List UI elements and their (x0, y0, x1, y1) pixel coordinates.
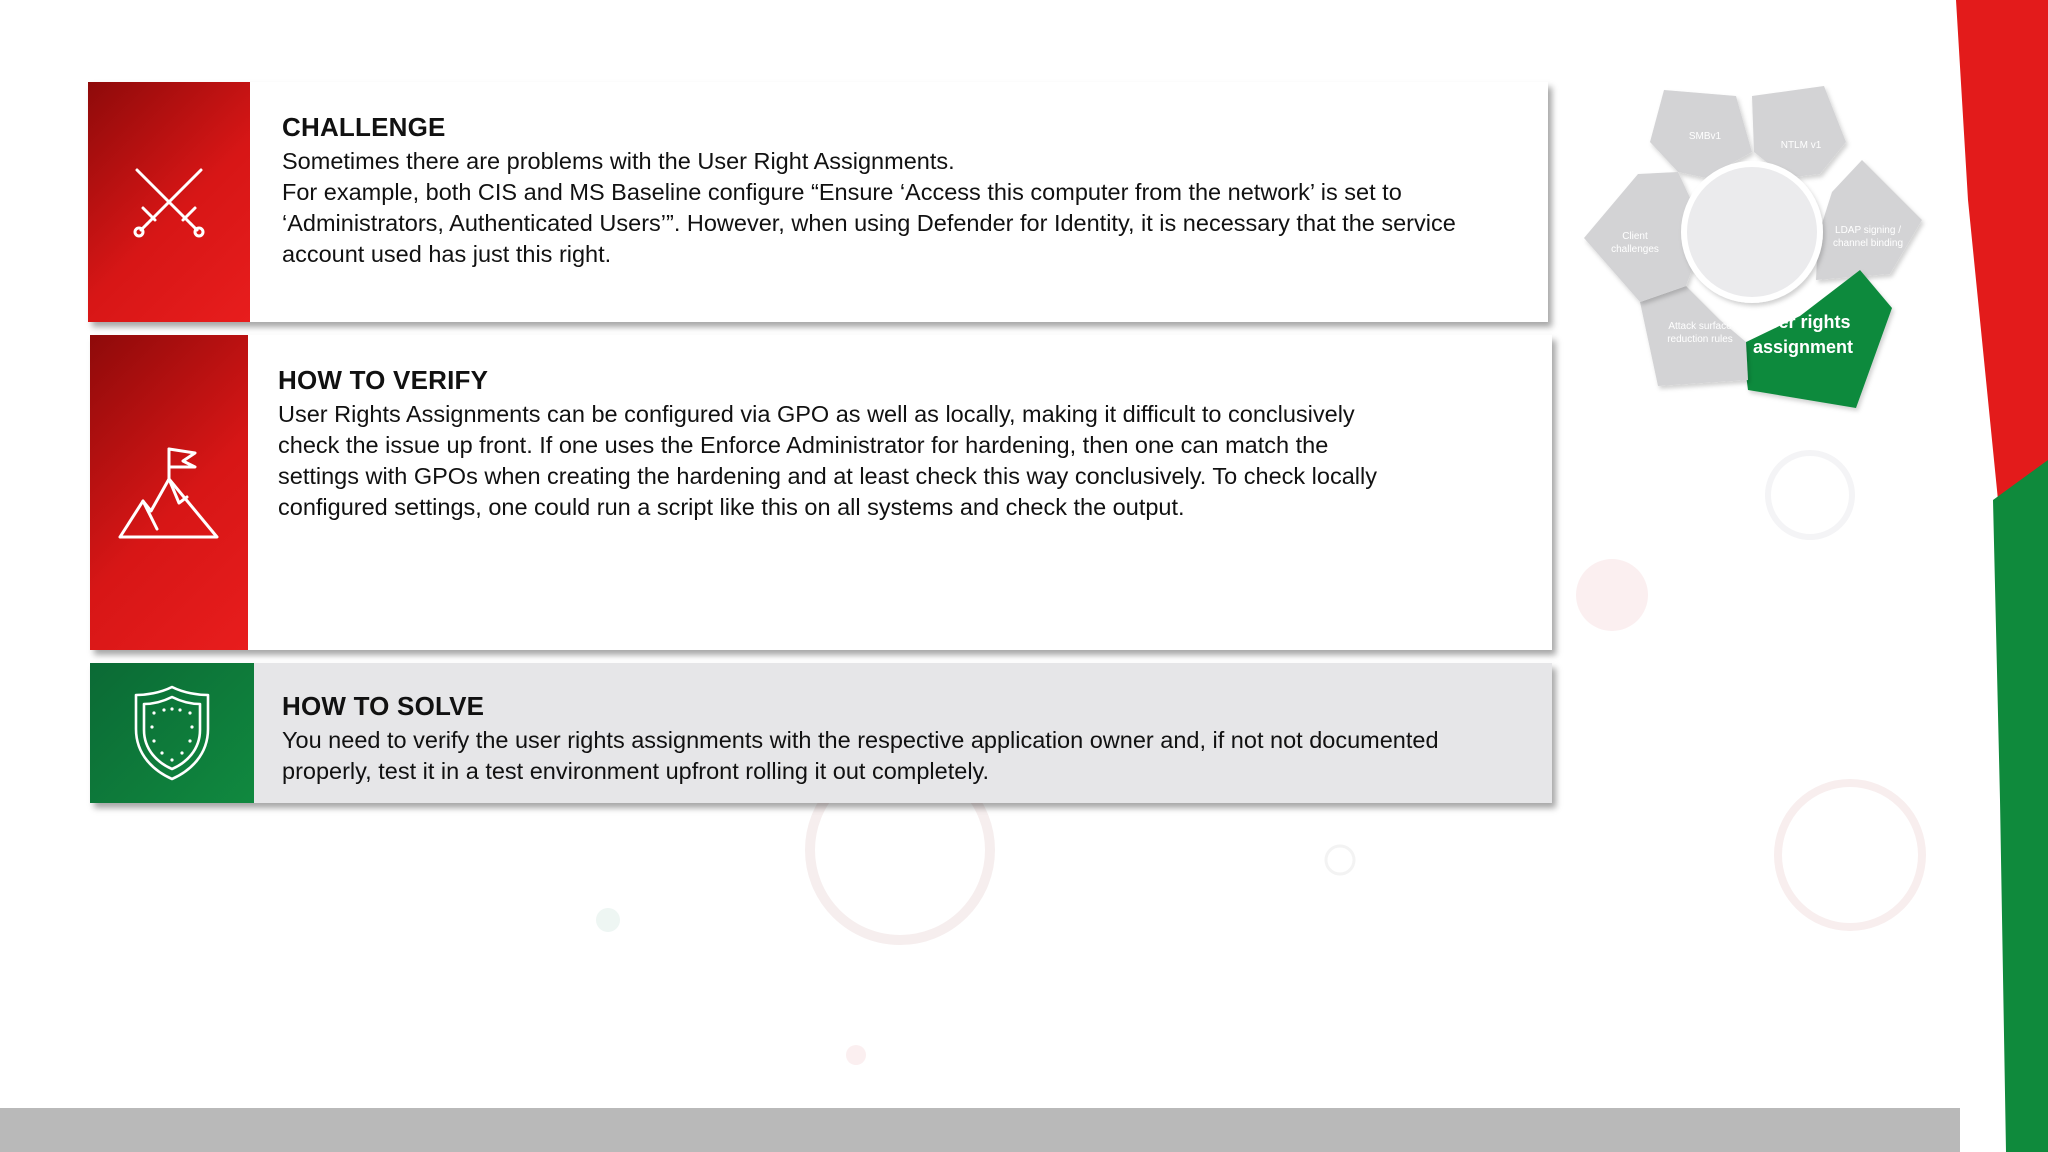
shield-icon (130, 683, 214, 783)
solve-body: You need to verify the user rights assignments with the respective application owner and, if not not documented properly, test it in a test environment upfront rolling it out completely. (282, 727, 1439, 784)
crossed-swords-icon (129, 162, 209, 242)
segment-user-rights-label: User rights assignment (1752, 312, 1854, 357)
segment-smbv1-label: SMBv1 (1688, 131, 1722, 142)
mountain-flag-icon (117, 445, 221, 541)
diagram-center (1684, 164, 1820, 300)
solve-icon-box (90, 663, 254, 803)
segment-asr-label: Attack surface reduction rules (1667, 321, 1733, 345)
segment-ntlm-label: NTLM v1 (1780, 140, 1822, 151)
bottom-bar (0, 1108, 1960, 1152)
verify-title: HOW TO VERIFY (278, 365, 489, 395)
challenge-body: Sometimes there are problems with the User Right Assignments. For example, both CIS and MS Baseline configure “Ensure ‘Access this computer from the network’ is set to ‘Administrators, Authenticated Users’”. However, when using Defender for Identity, it is necessary that the service account used has just this right. (282, 148, 1456, 267)
solve-title: HOW TO SOLVE (282, 691, 485, 721)
verify-icon-box (90, 335, 248, 650)
solve-card (90, 663, 1552, 803)
segment-ldap-label: LDAP signing / channel binding (1832, 225, 1904, 249)
verify-body: User Rights Assignments can be configured via GPO as well as locally, making it difficult to conclusively check the issue up front. If one uses the Enforce Administrator for hardening, then one can match the settings with GPOs when creating the hardening and at least check this way conclusively. To check locally configured settings, one could run a script like this on all systems and check the output. (278, 401, 1377, 520)
segment-ldap (1816, 160, 1922, 280)
side-stripe (1948, 0, 2048, 1152)
challenge-icon-box (88, 82, 250, 322)
segment-client-label: Client challenges (1611, 231, 1659, 255)
verify-card (90, 335, 1552, 650)
challenge-card (88, 82, 1548, 322)
topic-diagram (1570, 80, 1940, 420)
challenge-title: CHALLENGE (282, 112, 446, 142)
